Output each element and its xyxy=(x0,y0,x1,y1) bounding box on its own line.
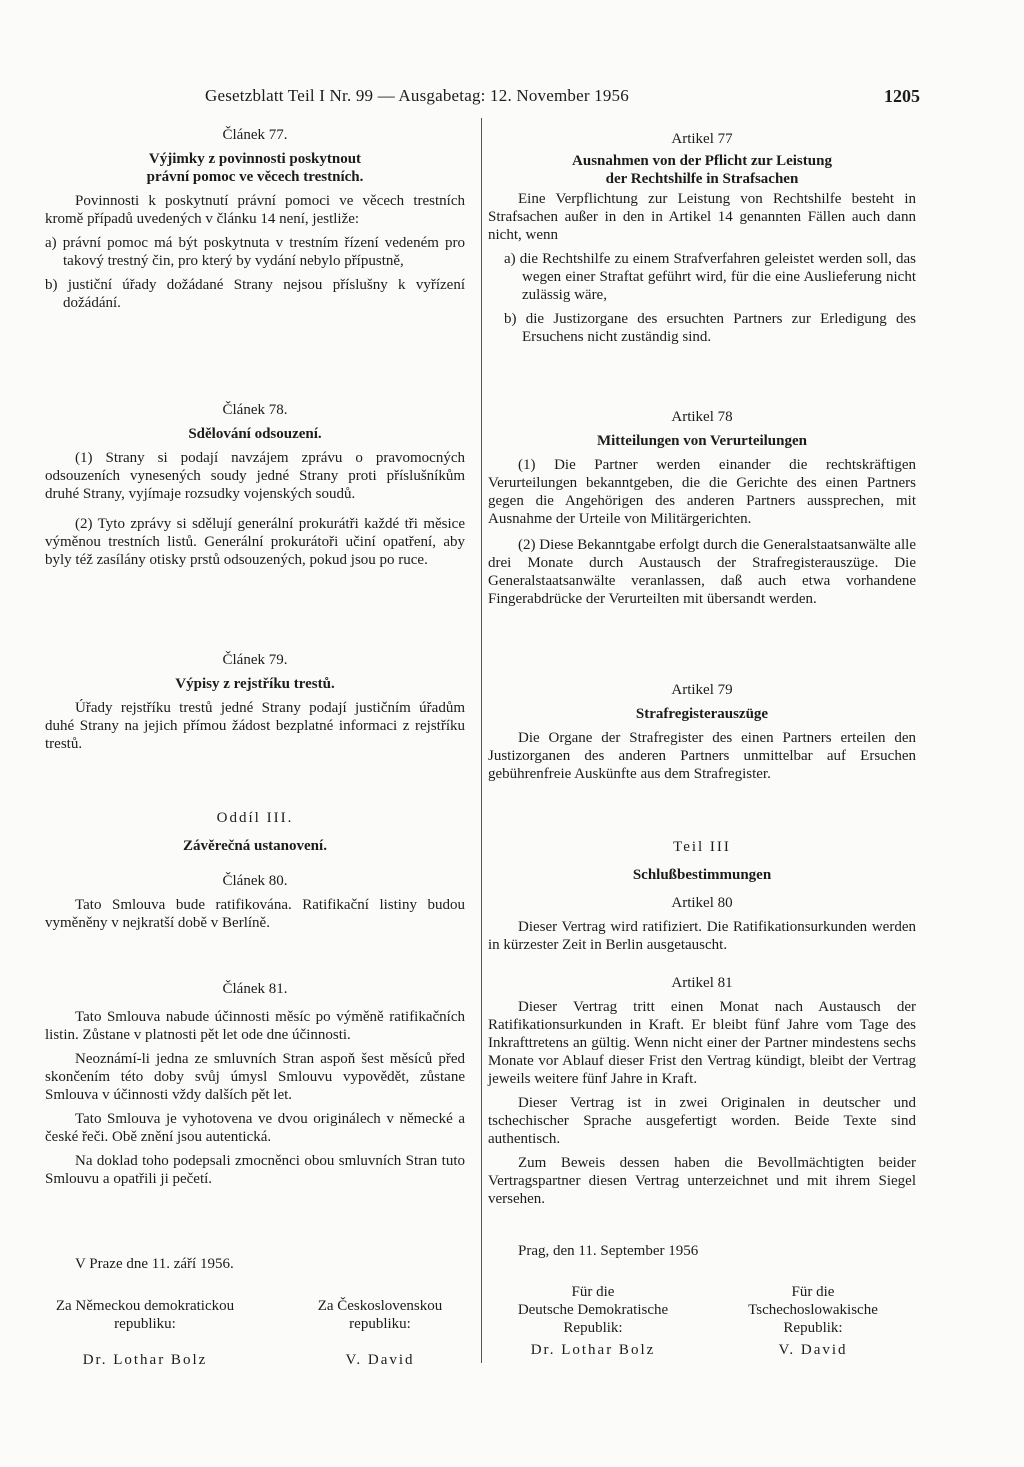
paragraph: Povinnosti k poskytnutí právní pomoci ve věcech trestních kromě případů uvedených v článku 14 není, jestliže: xyxy=(45,193,465,227)
section-heading: Oddíl III. xyxy=(216,810,294,826)
list-item: b) justiční úřady dožádané Strany nejsou příslušny k vyřízení dožádání. xyxy=(45,277,465,311)
paragraph: Dieser Vertrag tritt einen Monat nach Austausch der Ratifikationsurkunden in Kraft. Er bleibt fünf Jahre vom Tage des Inkrafttretens an gültig. Wenn nicht einer der Partner mindestens sechs Monate vor Ablauf dieser Frist den Vertrag kündigt, bleibt der Vertrag jeweils weitere fünf Jahre in Kraft. xyxy=(488,999,916,1087)
article-title: Ausnahmen von der Pflicht zur Leistung xyxy=(572,153,832,169)
signatory-name: V. David xyxy=(778,1342,848,1358)
paragraph: Zum Beweis dessen haben die Bevollmächtigten beider Vertragspartner diesen Vertrag unterzeichnet und mit ihrem Siegel versehen. xyxy=(488,1155,916,1207)
de-signature-gdr xyxy=(488,1283,698,1359)
paragraph: Tato Smlouva je vyhotovena ve dvou originálech v německé a české řeči. Obě znění jsou autentická. xyxy=(45,1111,465,1145)
list-item: a) právní pomoc má být poskytnuta v trestním řízení vedeném pro takový trestný čin, pro který by vydání nebylo přípustně, xyxy=(45,235,465,269)
signatory-name: Dr. Lothar Bolz xyxy=(530,1342,656,1358)
article-title: Výjimky z povinnosti poskytnout xyxy=(148,151,362,167)
article-title: právní pomoc ve věcech trestních. xyxy=(146,169,364,185)
column-divider xyxy=(481,118,482,1363)
de-article-79 xyxy=(488,681,916,783)
signature-label: Za Německou demokratickou xyxy=(55,1298,235,1314)
article-title: Výpisy z rejstříku trestů. xyxy=(175,676,335,692)
signature-label: Republik: xyxy=(783,1320,843,1336)
signature-label: Tschechoslowakische xyxy=(748,1302,878,1318)
article-heading: Artikel 81 xyxy=(671,975,733,991)
signature-label: Za Československou xyxy=(317,1298,443,1314)
paragraph: Neoznámí-li jedna ze smluvních Stran aspoň šest měsíců před skončením této doby svůj úmysl Smlouvu vypovědět, zůstane Smlouva v účinnosti vždy dalších pět let. xyxy=(45,1051,465,1103)
list-item: a) die Rechtshilfe zu einem Strafverfahren geleistet werden soll, das wegen einer Straftat geführt wird, für die eine Auslieferung nicht zulässig wäre, xyxy=(504,251,916,303)
de-section-3 xyxy=(488,838,916,884)
paragraph: Na doklad toho podepsali zmocněnci obou smluvních Stran tuto Smlouvu a opatřili ji pečetí. xyxy=(45,1153,465,1187)
cz-article-80 xyxy=(45,872,465,932)
de-article-81 xyxy=(488,974,916,1208)
cz-section-3 xyxy=(45,809,465,855)
paragraph: Tato Smlouva bude ratifikována. Ratifikační listiny budou vyměněny v nejkratší době v Berlíně. xyxy=(45,897,465,931)
signatory-name: Dr. Lothar Bolz xyxy=(82,1352,208,1368)
article-heading: Článek 80. xyxy=(222,873,288,889)
signature-label: republiku: xyxy=(349,1316,411,1332)
article-heading: Artikel 78 xyxy=(671,409,733,425)
signature-label: Republik: xyxy=(563,1320,623,1336)
article-title: der Rechtshilfe in Strafsachen xyxy=(605,171,799,187)
list-item: b) die Justizorgane des ersuchten Partners zur Erledigung des Ersuchens nicht zuständig sind. xyxy=(504,311,916,345)
article-heading: Artikel 77 xyxy=(671,131,733,147)
paragraph: (1) Strany si podají navzájem zprávu o pravomocných odsouzeních vynesených soudy jedné Strany proti příslušníkům druhé Strany, vyjímaje rozsudky vojenských soudů. xyxy=(45,450,465,502)
cz-signature-cs xyxy=(280,1297,480,1369)
de-place-date xyxy=(488,1242,916,1260)
paragraph: (2) Tyto zprávy si sdělují generální prokurátři každé tři měsice výměnou trestních listů. Generální prokurátoři učiní opatření, aby byly též zasílány otisky prstů odsouzených, pokud jsou po ruce. xyxy=(45,516,465,568)
article-heading: Článek 77. xyxy=(222,127,288,143)
cz-signature-gdr xyxy=(25,1297,265,1369)
cz-article-77 xyxy=(45,126,465,312)
paragraph: Úřady rejstříku trestů jedné Strany podají justičním úřadům duhé Strany na jejich přímou žádost bezplatné informaci z rejstříku trestů. xyxy=(45,700,465,752)
de-signature-cs xyxy=(708,1283,918,1359)
place-date: V Praze dne 11. září 1956. xyxy=(75,1256,234,1272)
paragraph: Eine Verpflichtung zur Leistung von Rechtshilfe besteht in Strafsachen außer in den in Artikel 14 genannten Fällen auch dann nicht, wenn xyxy=(488,191,916,243)
paragraph: Dieser Vertrag ist in zwei Originalen in deutscher und tschechischer Sprache ausgefertigt worden. Beide Texte sind authentisch. xyxy=(488,1095,916,1147)
signature-label: Für die xyxy=(791,1284,835,1300)
section-heading: Teil III xyxy=(673,839,731,855)
article-heading: Artikel 79 xyxy=(671,682,733,698)
article-heading: Článek 81. xyxy=(222,981,288,997)
page-number: 1205 xyxy=(884,86,920,106)
section-title: Závěrečná ustanovení. xyxy=(183,838,327,854)
de-article-77 xyxy=(488,130,916,346)
article-title: Mitteilungen von Verurteilungen xyxy=(596,433,807,449)
cz-article-78 xyxy=(45,401,465,569)
cz-article-79 xyxy=(45,651,465,753)
running-title: Gesetzblatt Teil I Nr. 99 — Ausgabetag: 12. November 1956 xyxy=(205,86,629,105)
paragraph: Dieser Vertrag wird ratifiziert. Die Ratifikationsurkunden werden in kürzester Zeit in Berlin ausgetauscht. xyxy=(488,919,916,953)
paragraph: (1) Die Partner werden einander die rechtskräftigen Verurteilungen bekanntgeben, die die Gerichte des einen Partners gegen die Angehörigen des anderen Partners aussprechen, mit Ausnahme der Urteile von Militärgerichten. xyxy=(488,457,916,527)
cz-place-date xyxy=(45,1255,465,1273)
de-article-80 xyxy=(488,894,916,954)
signature-label: Für die xyxy=(571,1284,615,1300)
article-heading: Článek 78. xyxy=(222,402,288,418)
article-title: Strafregisterauszüge xyxy=(635,706,769,722)
paragraph: Tato Smlouva nabude účinnosti měsíc po výměně ratifikačních listin. Zůstane v platnosti pět let ode dne účinnosti. xyxy=(45,1009,465,1043)
paragraph: (2) Diese Bekanntgabe erfolgt durch die Generalstaatsanwälte alle drei Monate durch Austausch der Strafregisterauszüge. Die Generalstaatsanwälte veranlassen, daß auch etwa vorhandene Fingerabdrücke der Verurteilten mit übersandt werden. xyxy=(488,537,916,607)
article-heading: Artikel 80 xyxy=(671,895,733,911)
signature-label: Deutsche Demokratische xyxy=(517,1302,669,1318)
section-title: Schlußbestimmungen xyxy=(632,867,772,883)
cz-article-81 xyxy=(45,980,465,1188)
page-header xyxy=(40,86,920,114)
article-title: Sdělování odsouzení. xyxy=(188,426,322,442)
signatory-name: V. David xyxy=(345,1352,415,1368)
de-article-78 xyxy=(488,408,916,608)
place-date: Prag, den 11. September 1956 xyxy=(518,1243,699,1259)
paragraph: Die Organe der Strafregister des einen Partners erteilen den Justizorganen des anderen Partners unmittelbar auf Ersuchen gebührenfreie Auskünfte aus dem Strafregister. xyxy=(488,730,916,782)
article-heading: Článek 79. xyxy=(222,652,288,668)
signature-label: republiku: xyxy=(114,1316,176,1332)
